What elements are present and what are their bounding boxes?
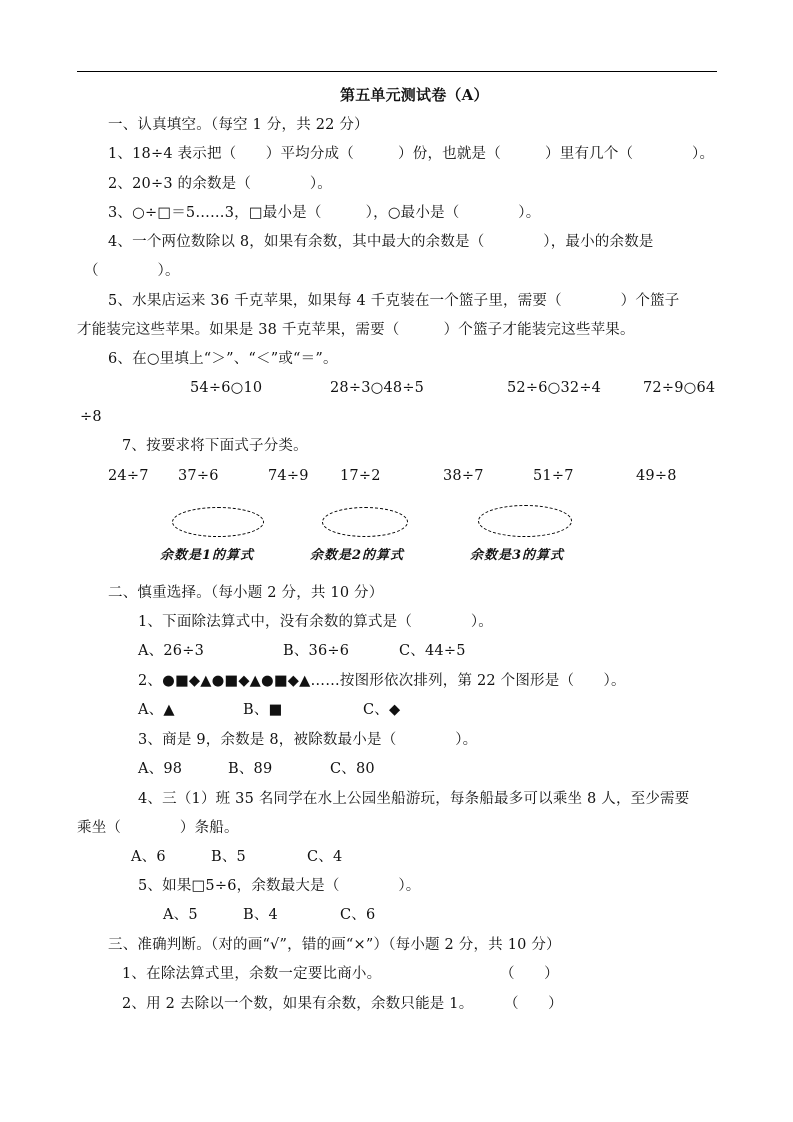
section2-heading: 二、慎重选择。（每小题 2 分，共 10 分）	[108, 585, 384, 601]
s3-question-2: 2、用 2 去除以一个数，如果有余数，余数只能是 1。	[122, 996, 474, 1012]
s2-q1-option-c[interactable]: C、44÷5	[399, 643, 466, 659]
section3-heading: 三、准确判断。（对的画“√”，错的画“×”）（每小题 2 分，共 10 分）	[108, 937, 561, 953]
top-rule	[77, 71, 717, 72]
answer-oval-remainder-2[interactable]	[322, 507, 408, 537]
q7-expression: 51÷7	[533, 468, 574, 484]
s2-question-1: 1、下面除法算式中，没有余数的算式是（ ）。	[138, 614, 493, 630]
s3-q1-answer-bracket[interactable]: （ ）	[500, 966, 559, 982]
answer-oval-remainder-3[interactable]	[478, 505, 572, 537]
oval-caption: 余数是3的算式	[470, 548, 565, 563]
s1-question-4-line1: 4、一个两位数除以 8，如果有余数，其中最大的余数是（ ），最小的余数是	[108, 234, 654, 250]
answer-oval-remainder-1[interactable]	[172, 507, 264, 537]
s2-question-4-line2: 乘坐（ ）条船。	[77, 820, 239, 836]
s2-q4-option-b[interactable]: B、5	[211, 849, 246, 865]
q7-expression: 24÷7	[108, 468, 149, 484]
q7-expression: 49÷8	[636, 468, 677, 484]
q7-expression: 74÷9	[268, 468, 309, 484]
s1-question-6: 6、在○里填上“＞”、“＜”或“＝”。	[108, 351, 338, 367]
q7-expression: 37÷6	[178, 468, 219, 484]
q6-item: 28÷3○48÷5	[330, 380, 425, 396]
s2-q1-option-b[interactable]: B、36÷6	[283, 643, 350, 659]
s2-q5-option-c[interactable]: C、6	[340, 907, 376, 923]
section1-heading: 一、认真填空。（每空 1 分，共 22 分）	[108, 117, 369, 133]
s1-question-5-line2: 才能装完这些苹果。如果是 38 千克苹果，需要（ ）个篮子才能装完这些苹果。	[77, 322, 635, 338]
s2-question-4-line1: 4、三（1）班 35 名同学在水上公园坐船游玩，每条船最多可以乘坐 8 人，至少需要	[138, 791, 690, 807]
s2-q1-option-a[interactable]: A、26÷3	[138, 643, 204, 659]
q6-item: 72÷9○64	[643, 380, 716, 396]
s2-q5-option-b[interactable]: B、4	[243, 907, 278, 923]
s2-question-2: 2、●■◆▲●■◆▲●■◆▲……按图形依次排列，第 22 个图形是（ ）。	[138, 673, 626, 689]
s1-question-7: 7、按要求将下面式子分类。	[122, 438, 308, 454]
q6-item-wrap: ÷8	[80, 409, 102, 425]
s3-q2-answer-bracket[interactable]: （ ）	[504, 996, 563, 1012]
s1-question-4-line2: （ ）。	[84, 263, 180, 279]
s2-question-5: 5、如果□5÷6，余数最大是（ ）。	[138, 878, 421, 894]
s2-q4-option-a[interactable]: A、6	[131, 849, 166, 865]
oval-caption: 余数是2的算式	[310, 548, 405, 563]
s1-question-3: 3、○÷□＝5……3，□最小是（ ），○最小是（ ）。	[108, 205, 541, 221]
s2-q3-option-b[interactable]: B、89	[228, 761, 273, 777]
page-title: 第五单元测试卷（A）	[340, 86, 489, 104]
oval-caption: 余数是1的算式	[160, 548, 255, 563]
s1-question-2: 2、20÷3 的余数是（ ）。	[108, 176, 333, 192]
s2-q4-option-c[interactable]: C、4	[307, 849, 343, 865]
s2-q2-option-c[interactable]: C、◆	[363, 702, 401, 718]
s2-q2-option-b[interactable]: B、■	[243, 702, 283, 718]
q6-item: 54÷6○10	[190, 380, 263, 396]
s2-q3-option-c[interactable]: C、80	[330, 761, 375, 777]
s2-question-3: 3、商是 9，余数是 8，被除数最小是（ ）。	[138, 732, 478, 748]
s3-question-1: 1、在除法算式里，余数一定要比商小。	[122, 966, 382, 982]
s2-q2-option-a[interactable]: A、▲	[138, 702, 175, 718]
s1-question-5-line1: 5、水果店运来 36 千克苹果，如果每 4 千克装在一个篮子里，需要（ ）个篮子	[108, 293, 680, 309]
q6-item: 52÷6○32÷4	[507, 380, 602, 396]
s1-question-1: 1、18÷4 表示把（ ）平均分成（ ）份，也就是（ ）里有几个（ ）。	[108, 146, 715, 162]
s2-q3-option-a[interactable]: A、98	[138, 761, 183, 777]
s2-q5-option-a[interactable]: A、5	[163, 907, 198, 923]
q7-expression: 38÷7	[443, 468, 484, 484]
q7-expression: 17÷2	[340, 468, 381, 484]
